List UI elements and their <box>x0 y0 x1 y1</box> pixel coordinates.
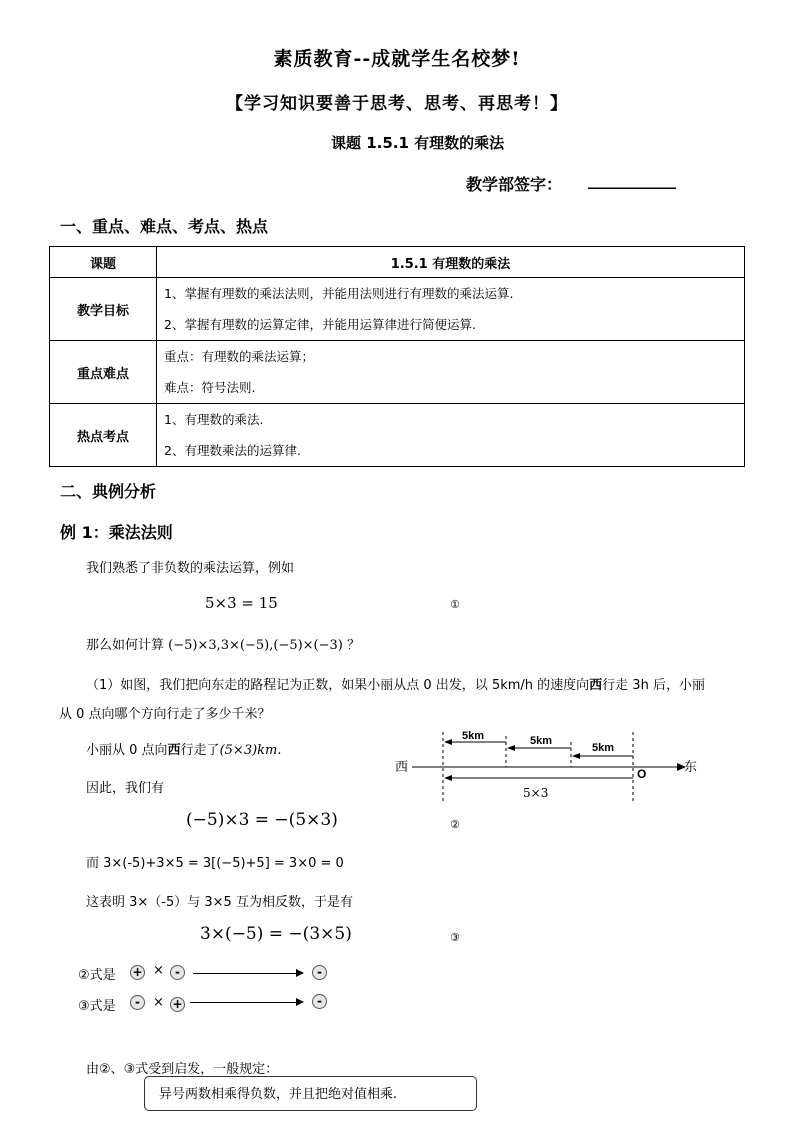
minus-sign-icon: - <box>312 965 327 980</box>
segment-label: 5km <box>462 730 485 742</box>
row-label: 热点考点 <box>50 404 157 467</box>
row-line: 2、掌握有理数的运算定律，并能用运算律进行简便运算. <box>164 317 476 332</box>
question-math: (−5)×3,3×(−5),(−5)×(−3) <box>168 638 343 653</box>
row-label: 课题 <box>50 247 157 278</box>
row-line: 1、有理数的乘法. <box>164 412 264 427</box>
paragraph-question <box>86 634 360 653</box>
equation-1: 5×3 = 15 <box>205 594 278 612</box>
paragraph-opposite: 这表明 3×（-5）与 3×5 互为相反数，于是有 <box>86 895 353 910</box>
rule3-label: ③式是 <box>78 999 116 1014</box>
question-mark: ？ <box>347 638 361 653</box>
answer-period: . <box>277 743 282 758</box>
number-line-diagram <box>390 722 730 812</box>
row-content <box>157 404 745 467</box>
row-line: 重点：有理数的乘法运算； <box>164 349 315 364</box>
minus-sign-icon: - <box>312 994 327 1009</box>
segment-label: 5km <box>530 735 553 747</box>
arrowhead-icon <box>507 745 515 751</box>
west-label: 西 <box>395 760 409 775</box>
arrow-icon <box>193 973 303 974</box>
arrow-icon <box>190 1002 303 1003</box>
question-text: 那么如何计算 <box>86 638 165 653</box>
east-label: 东 <box>684 760 698 775</box>
table-row <box>50 341 745 404</box>
lesson-info-table <box>49 246 745 467</box>
table-row <box>50 278 745 341</box>
row-line: 1、掌握有理数的乘法法则，并能用法则进行有理数的乘法运算. <box>164 286 514 301</box>
rule2-label: ②式是 <box>78 968 116 983</box>
equation-2: (−5)×3 = −(5×3) <box>186 810 338 830</box>
problem-bold-west: 西 <box>589 678 603 693</box>
arrowhead-icon <box>444 739 452 745</box>
paragraph-answer <box>86 739 282 758</box>
equation-marker: ③ <box>450 931 460 944</box>
plus-sign-icon: + <box>130 965 145 980</box>
answer-bold-west: 西 <box>167 743 181 758</box>
page-title: 素质教育--成就学生名校梦! <box>273 48 521 70</box>
lesson-title: 课题 1.5.1 有理数的乘法 <box>331 134 505 152</box>
equation-3: 3×(−5) = −(3×5) <box>200 924 352 944</box>
paragraph-distributive: 而 3×(-5)+3×5 = 3[(−5)+5] = 3×0 = 0 <box>86 856 344 871</box>
row-label: 重点难点 <box>50 341 157 404</box>
row-line: 难点：符号法则. <box>164 380 256 395</box>
motto: 【学习知识要善于思考、思考、再思考！】 <box>226 94 568 114</box>
times-sign: × <box>153 963 164 978</box>
answer-text-2: 行走了 <box>180 743 220 758</box>
sign-blank: ___________ <box>588 170 676 189</box>
problem-text-end: 行走 3h 后，小丽 <box>602 678 705 693</box>
rule-box: 异号两数相乘得负数，并且把绝对值相乘. <box>144 1076 477 1111</box>
section2-heading: 二、典例分析 <box>60 482 157 501</box>
problem-text: （1）如图，我们把向东走的路程记为正数，如果小丽从点 0 出发，以 5km/h 的速度向 <box>86 678 590 693</box>
arrowhead-icon <box>444 775 452 781</box>
row-content <box>157 341 745 404</box>
table-row <box>50 404 745 467</box>
origin-label: O <box>637 767 647 781</box>
example1-title: 例 1：乘法法则 <box>60 523 173 542</box>
segment-label: 5km <box>592 742 615 754</box>
paragraph-conclusion: 由②、③式受到启发，一般规定： <box>86 1062 279 1077</box>
equation-marker: ② <box>450 818 460 831</box>
answer-math: (5×3)km <box>219 743 278 758</box>
sign-label: 教学部签字： <box>466 175 563 194</box>
total-label: 5×3 <box>523 786 549 800</box>
paragraph-problem-line1 <box>86 674 746 693</box>
arrowhead-icon <box>572 753 580 759</box>
row-label: 教学目标 <box>50 278 157 341</box>
row-content: 1.5.1 有理数的乘法 <box>157 247 745 278</box>
table-row <box>50 247 745 278</box>
answer-text: 小丽从 0 点向 <box>86 743 168 758</box>
plus-sign-icon: + <box>170 997 185 1012</box>
times-sign: × <box>153 995 164 1010</box>
paragraph-therefore: 因此，我们有 <box>86 781 165 796</box>
paragraph-intro: 我们熟悉了非负数的乘法运算，例如 <box>86 561 295 576</box>
minus-sign-icon: - <box>170 965 185 980</box>
paragraph-problem-line2: 从 0 点向哪个方向行走了多少千米？ <box>59 707 271 722</box>
row-line: 2、有理数乘法的运算律. <box>164 443 301 458</box>
section1-heading: 一、重点、难点、考点、热点 <box>60 217 269 236</box>
row-content <box>157 278 745 341</box>
minus-sign-icon: - <box>130 995 145 1010</box>
equation-marker: ① <box>450 598 460 611</box>
